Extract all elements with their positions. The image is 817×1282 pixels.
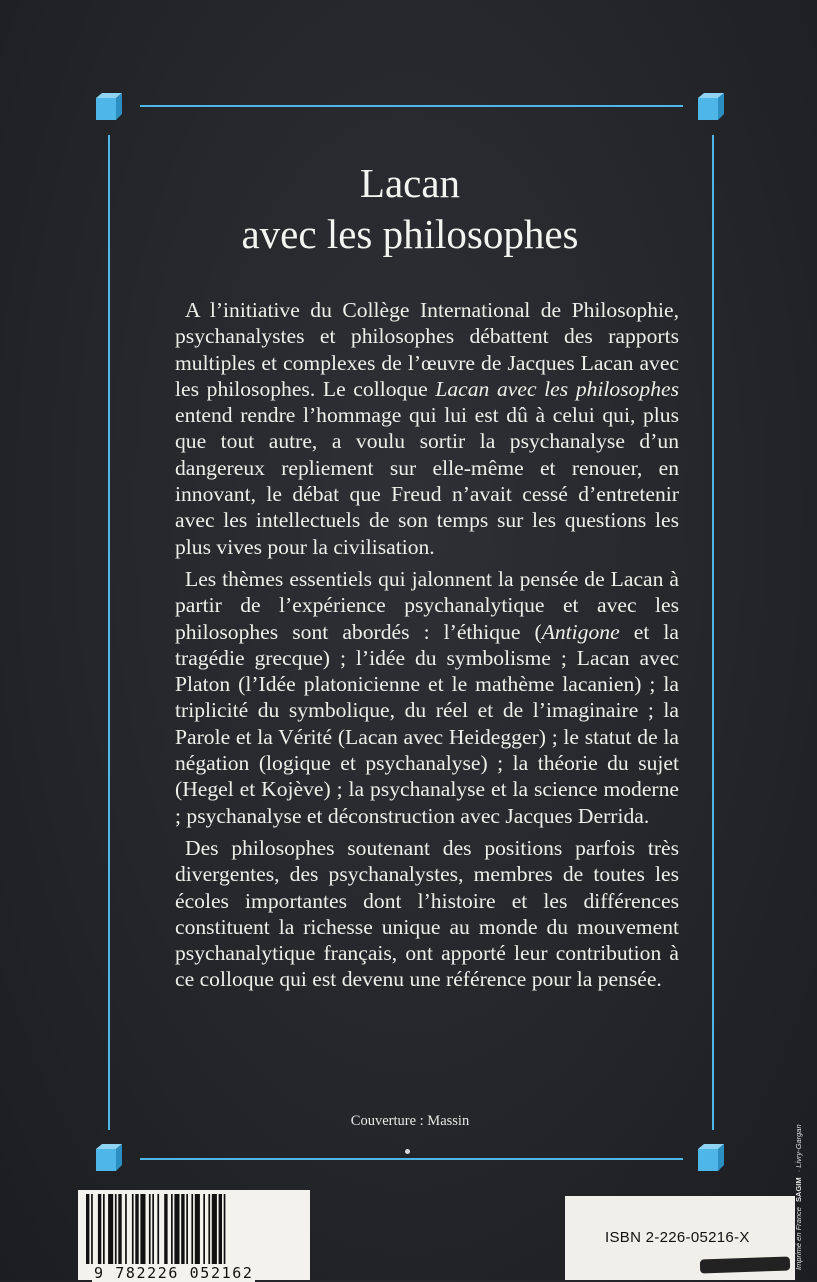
frame-bottom-line	[140, 1158, 683, 1160]
barcode-bar	[208, 1194, 210, 1264]
barcode-bar	[164, 1194, 167, 1264]
italic-title-run: Lacan avec les philosophes	[435, 376, 679, 401]
barcode-bar	[186, 1194, 188, 1264]
cube-corner-icon	[92, 1141, 126, 1175]
decorative-dot	[405, 1149, 410, 1154]
barcode-bar	[103, 1194, 105, 1264]
printer-prefix: Imprimé en France	[794, 1207, 803, 1270]
barcode-bar	[157, 1194, 159, 1264]
cube-corner-icon	[694, 1141, 728, 1175]
italic-title-run: Antigone	[541, 619, 620, 644]
barcode-bar	[91, 1194, 93, 1264]
blurb-paragraph	[175, 297, 679, 560]
title-line-1: Lacan	[359, 160, 461, 206]
barcode-bar	[224, 1194, 226, 1264]
blurb-paragraph	[175, 566, 679, 829]
text-run: Des philosophes soutenant des positions parfois très divergentes, des psychanalystes, membres de toutes les écoles importantes dont l’histoire et les différences constituent la richesse unique au monde du mouvement psychanalytique français, ont apporté leur contribution à ce colloque qui est devenu une référence pour la pensée.	[175, 835, 679, 992]
barcode-bar	[181, 1194, 184, 1264]
frame-right-line	[712, 135, 714, 1130]
cube-corner-icon	[694, 90, 728, 124]
blurb-paragraph	[175, 835, 679, 993]
blurb-text	[175, 297, 679, 999]
text-run: entend rendre l’hommage qui lui est dû à celui qui, plus que tout autre, a voulu sortir la psychanalyse d’un dangereux repliement sur elle-même et renouer, en innovant, le débat que Freud n’avait cessé d’entretenir avec les intellectuels de son temps sur les questions les plus vives pour la civilisation.	[175, 403, 679, 559]
barcode-bar	[152, 1194, 154, 1264]
barcode-bar	[191, 1194, 193, 1264]
printer-imprint	[794, 1080, 803, 1270]
text-run: et la tragédie grecque) ; l’idée du symbolisme ; Lacan avec Platon (l’Idée platonicienne et le mathème lacanien) ; la triplicité du symbolique, du réel et de l’imaginaire ; la Parole et la Vérité (Lacan avec Heidegger) ; le statut de la négation (logique et psychanalyse) ; la théorie du sujet (Hegel et Kojève) ; la psychanalyse et la science moderne ; psychanalyse et déconstruction avec Jacques Derrida.	[175, 619, 679, 828]
barcode-bar	[174, 1194, 179, 1264]
barcode-bar	[86, 1194, 89, 1264]
barcode-bar	[195, 1194, 200, 1264]
barcode-bar	[115, 1194, 117, 1264]
book-title	[110, 158, 710, 260]
barcode-bar	[118, 1194, 121, 1264]
printer-name: SAGIM	[794, 1177, 803, 1202]
barcode-bar	[171, 1194, 173, 1264]
barcode-bar	[98, 1194, 101, 1264]
text-run: A l’initiative du Collège International de Philosophie, psychanalystes et philosophes débattent des rapports multiples et complexes de l’œuvre de Jacques Lacan avec les philosophes. Le colloque	[175, 298, 679, 401]
barcode-digits: 9 782226 052162	[94, 1264, 254, 1282]
barcode-bar	[108, 1194, 113, 1264]
frame-left-line	[108, 135, 110, 1130]
barcode-bar	[135, 1194, 138, 1264]
cube-corner-icon	[92, 90, 126, 124]
frame-top-line	[140, 105, 683, 107]
printer-suffix: · Livry-Gargan	[794, 1124, 803, 1173]
barcode-bar	[149, 1194, 151, 1264]
barcode-bar	[212, 1194, 217, 1264]
barcode-bar	[140, 1194, 145, 1264]
barcode-bars	[86, 1194, 302, 1264]
barcode	[78, 1190, 310, 1280]
isbn-label: ISBN 2-226-05216-X	[605, 1229, 750, 1246]
text-run: Les thèmes essentiels qui jalonnent la pensée de Lacan à partir de l’expérience psychanalytique et avec les philosophes sont abordés : l’éthique (	[175, 566, 679, 644]
barcode-bar	[219, 1194, 222, 1264]
barcode-bar	[132, 1194, 134, 1264]
title-line-2: avec les philosophes	[241, 211, 579, 257]
cover-credit: Couverture : Massin	[350, 1113, 470, 1129]
barcode-bar	[125, 1194, 127, 1264]
barcode-bar	[203, 1194, 205, 1264]
